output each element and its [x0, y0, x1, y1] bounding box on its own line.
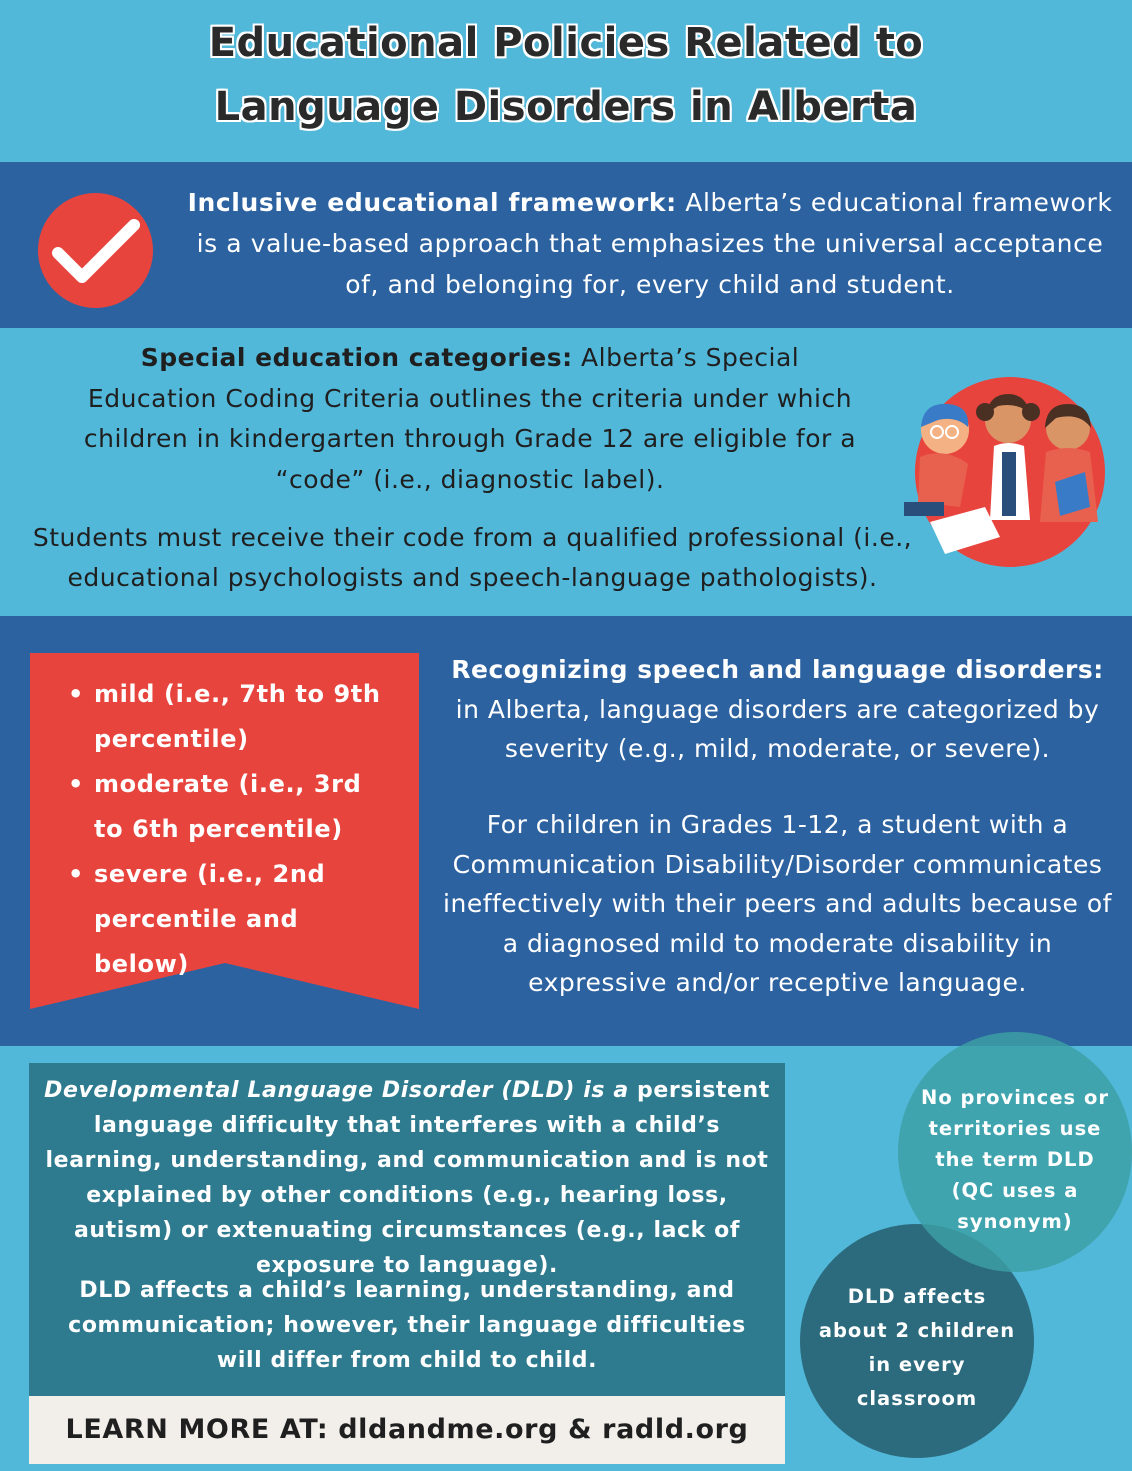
dld-definition — [39, 1073, 775, 1283]
severity-item-severe — [66, 852, 386, 987]
qualified-professional-note: Students must receive their code from a qualified professional (i.e., educational psychologists and speech-language pathologists). — [32, 523, 913, 592]
framework-text: Alberta’s educational framework is a value-based approach that emphasizes the universal acceptance of, and belonging for, every child and student. — [196, 188, 1113, 299]
recognizing-disorders-paragraph — [440, 650, 1115, 769]
dld-term: Developmental Language Disorder (DLD) is a — [44, 1078, 629, 1103]
severity-item-mild — [66, 672, 386, 762]
severity-item-text: severe (i.e., 2nd percentile and below) — [94, 860, 326, 978]
dld-section — [0, 1046, 1132, 1471]
dld-term-usage-text: No provinces or territories use the term DLD (QC uses a synonym) — [921, 1086, 1109, 1233]
special-education-paragraph — [80, 338, 860, 500]
special-education-text: Alberta’s Special Education Coding Criteria outlines the criteria under which children in kindergarten through Grade 12 are eligible for a “code” (i.e., diagnostic label). — [83, 343, 857, 494]
page-title-line-2: Language Disorders in Alberta — [214, 84, 918, 130]
dld-prevalence-text: DLD affects about 2 children in every classroom — [818, 1285, 1016, 1410]
title-banner — [0, 0, 1132, 162]
recognizing-disorders-heading: Recognizing speech and language disorders: — [451, 655, 1104, 684]
severity-item-text: moderate (i.e., 3rd to 6th percentile) — [94, 770, 362, 843]
severity-item-text: mild (i.e., 7th to 9th percentile) — [94, 680, 381, 753]
dld-term-usage-circle — [898, 1032, 1132, 1272]
page-title-line-1: Educational Policies Related to — [208, 20, 924, 66]
framework-heading: Inclusive educational framework: — [187, 188, 677, 217]
bullet: • — [68, 860, 84, 888]
framework-section — [0, 162, 1132, 328]
children-reading-illustration — [890, 372, 1120, 582]
dld-definition-box — [29, 1063, 785, 1396]
severity-item-moderate — [66, 762, 386, 852]
special-education-section — [0, 328, 1132, 616]
bullet: • — [68, 680, 84, 708]
framework-paragraph — [180, 182, 1120, 305]
severity-section — [0, 616, 1132, 1046]
bullet: • — [68, 770, 84, 798]
recognizing-disorders-text: in Alberta, language disorders are categorized by severity (e.g., mild, moderate, or severe). — [455, 694, 1100, 763]
communication-disability-paragraph: For children in Grades 1-12, a student with a Communication Disability/Disorder communicates ineffectively with their peers and adults because of a diagnosed mild to moderate disability in expressive and/or receptive language. — [443, 810, 1112, 997]
checkmark-icon — [38, 193, 153, 308]
dld-effect: DLD affects a child’s learning, understanding, and communication; however, their language difficulties will differ from child to child. — [68, 1278, 746, 1373]
severity-list — [66, 672, 386, 987]
special-education-heading: Special education categories: — [140, 343, 573, 372]
dld-definition-text: persistent language difficulty that interferes with a child’s learning, understanding, and communication and is not explained by other conditions (e.g., hearing loss, autism) or extenuating circumstances (e.g., lack of exposure to language). — [45, 1078, 770, 1278]
learn-more-bar: LEARN MORE AT: dldandme.org & radld.org — [29, 1396, 785, 1464]
